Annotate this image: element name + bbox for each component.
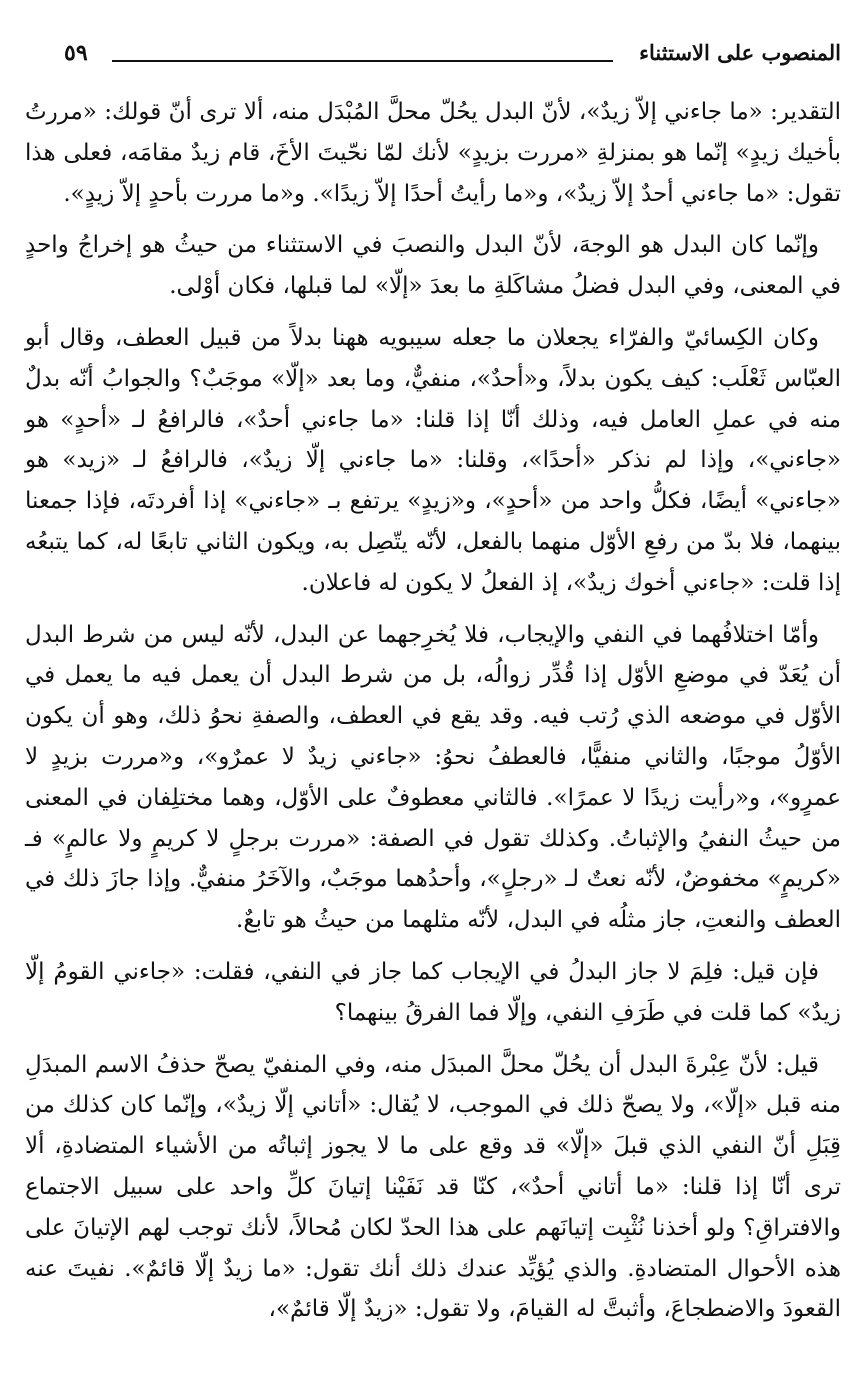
paragraph-4: وأمّا اختلافُهما في النفي والإيجاب، فلا يُخرِجهما عن البدل، لأنّه ليس من شرط البدل أن يُعَدّ في موضعِ الأوّل إذا قُدِّر زوالُه، بل من شرط البدل أن يعمل فيه ما يعمل في الأوّل في موضعه الذي رُتب فيه. وقد يقع في العطف، والصفةِ نحوُ ذلك، وهو أن يكون الأوّلُ موجبًا، والثاني منفيًّا، فالعطفُ نحوُ: «جاءني زيدٌ لا عمرٌو»، و«مررت بزيدٍ لا عمرٍو»، و«رأيت زيدًا لا عمرًا». فالثاني معطوفٌ على الأوّل، وهما مختلِفان في المعنى من حيثُ النفيُ والإثباتُ. وكذلك تقول في الصفة: «مررت برجلٍ لا كريمٍ ولا عالمٍ» فـ «كريمٍ» مخفوضٌ، لأنّه نعتٌ لـ «رجلٍ»، وأحدُهما موجَبٌ، والآخَرُ منفيٌّ. وإذا جازَ ذلك في العطف والنعتِ، جاز مثلُه في البدل، لأنّه مثلهما من حيثُ هو تابعٌ. [25,621,841,934]
body-text [25,92,841,1341]
paragraph-3: وكان الكِسائيّ والفرّاء يجعلان ما جعله سيبويه ههنا بدلاً من قبيل العطف، وقال أبو العبّاس ثَعْلَب: كيف يكون بدلاً، و«أحدٌ»، منفيٌّ، وما بعد «إلّا» موجَبٌ؟ والجوابُ أنّه بدلٌ منه في عملِ العامل فيه، وذلك أنّا إذا قلنا: «ما جاءني أحدٌ»، فالرافعُ لـ «أحدٍ» هو «جاءني»، وإذا لم نذكر «أحدًا»، وقلنا: «ما جاءني إلّا زيدٌ»، فالرافعُ لـ «زيد» هو «جاءني» أيضًا، فكلُّ واحد من «أحدٍ»، و«زيدٍ» يرتفع بـ «جاءني» إذا أفردتَه، فإذا جمعنا بينهما، فلا بدّ من رفعِ الأوّل منهما بالفعل، لأنّه يتّصِل به، ويكون الثاني تابعًا له، كما يتبعُه إذا قلت: «جاءني أخوك زيدٌ»، إذ الفعلُ لا يكون له فاعلان. [25,324,841,596]
header-rule [112,60,613,62]
paragraph-1: التقدير: «ما جاءني إلاّ زيدٌ»، لأنّ البدل يحُلّ محلَّ المُبْدَل منه، ألا ترى أنّ قولك: «مررتُ بأخيك زيدٍ» إنّما هو بمنزلةِ «مررت بزيدٍ» لأنك لمّا نحّيتَ الأخَ، قام زيدٌ مقامَه، فعلى هذا تقول: «ما جاءني أحدٌ إلاّ زيدٌ»، و«ما رأيتُ أحدًا إلاّ زيدًا». و«ما مررت بأحدٍ إلاّ زيدٍ». [25,99,841,207]
paragraph-2: وإنّما كان البدل هو الوجهَ، لأنّ البدل والنصبَ في الاستثناء من حيثُ هو إخراجُ واحدٍ في المعنى، وفي البدل فضلُ مشاكَلةِ ما بعدَ «إلّا» لما قبلها، فكان أوْلى. [25,232,841,300]
running-header [64,36,841,76]
paragraph-6: قيل: لأنّ عِبْرةَ البدل أن يحُلّ محلَّ المبدَل منه، وفي المنفيّ يصحّ حذفُ الاسم المبدَلِ منه قبل «إلّا»، ولا يصحّ ذلك في الموجب، لا يُقال: «أتاني إلّا زيدٌ»، وإنّما كان كذلك من قِبَلِ أنّ النفي الذي قبلَ «إلّا» قد وقع على ما لا يجوز إثباتُه من الأشياء المتضادةِ، ألا ترى أنّا إذا قلنا: «ما أتاني أحدٌ»، كنّا قد نَفَيْنا إتيانَ كلِّ واحد على سبيل الاجتماع والافتراقِ؟ ولو أخذنا نُثْبِت إتيانَهم على هذا الحدّ لكان مُحالاً، لأنك توجب لهم الإتيانَ على هذه الأحوال المتضادةِ. والذي يُؤيِّد عندك ذلك أنك تقول: «ما زيدٌ إلّا قائمٌ». نفيتَ عنه القعودَ والاضطجاعَ، وأثبتَّ له القيامَ، ولا تقول: «زيدٌ إلّا قائمٌ»، [25,1051,841,1323]
running-title: المنصوب على الاستثناء [639,40,841,65]
paragraph-5: فإن قيل: فلِمَ لا جاز البدلُ في الإيجاب كما جاز في النفي، فقلت: «جاءني القومُ إلّا زيدٌ» كما قلت في طَرَفِ النفي، وإلّا فما الفرقُ بينهما؟ [25,958,841,1026]
page-number: ٥٩ [64,40,88,66]
